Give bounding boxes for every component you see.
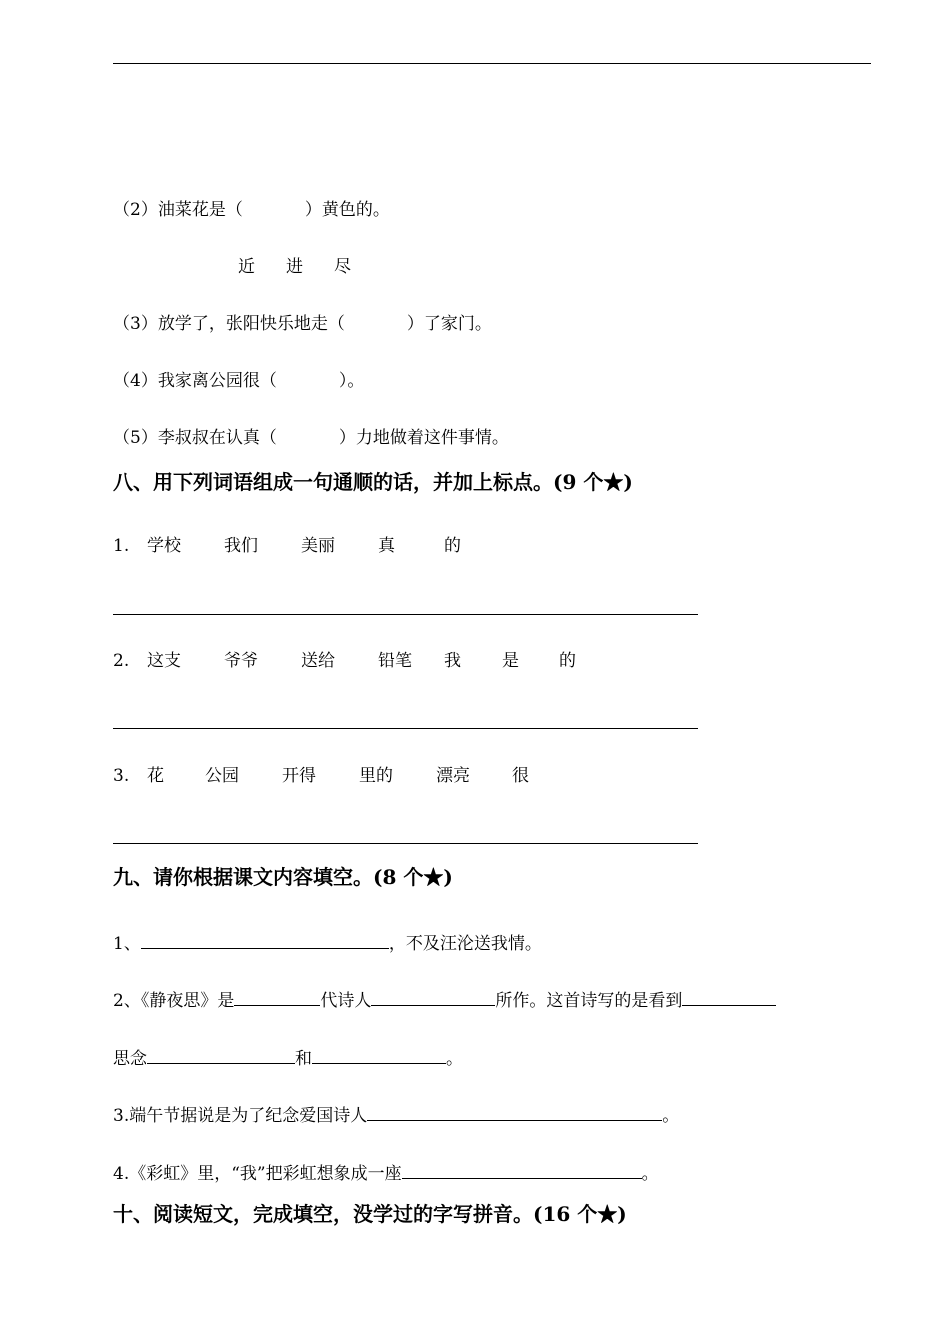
item-2 (113, 199, 390, 221)
item-4-suffix: ）。 (338, 371, 365, 391)
q2-line2-suffix: 。 (446, 1049, 463, 1069)
answer-line[interactable] (113, 614, 698, 615)
fill-blank[interactable] (147, 1045, 295, 1064)
item-5 (113, 427, 509, 449)
question-number: 3. (113, 766, 130, 786)
item-3-suffix: ）了家门。 (406, 314, 492, 334)
section-9-q2-line2 (113, 1045, 463, 1070)
section-10-heading: 十、阅读短文，完成填空，没学过的字写拼音。(16 个★) (113, 1202, 627, 1226)
word: 这支 (147, 651, 181, 671)
word-choice: 尽 (334, 257, 351, 277)
word: 美丽 (301, 536, 335, 556)
question-number: 1. (113, 536, 130, 556)
word: 我 (444, 651, 461, 671)
section-9-heading: 九、请你根据课文内容填空。(8 个★) (113, 865, 453, 889)
word: 的 (444, 536, 461, 556)
word: 公园 (205, 766, 239, 786)
section-9-q4 (113, 1160, 659, 1185)
word: 送给 (301, 651, 335, 671)
word-choice: 进 (286, 257, 303, 277)
q3-suffix: 。 (662, 1106, 680, 1126)
q2-mid: 所作。这首诗写的是看到 (495, 991, 683, 1011)
header-rule (113, 63, 871, 64)
q4-prefix: 4.《彩虹》里，“我”把彩虹想象成一座 (113, 1164, 402, 1184)
q2-line2-prefix: 思念 (113, 1049, 147, 1069)
q2-mid: 代诗人 (320, 991, 372, 1011)
word: 爷爷 (224, 651, 258, 671)
word-choices (238, 256, 351, 278)
fill-blank[interactable] (367, 1102, 662, 1121)
fill-blank[interactable] (402, 1160, 642, 1179)
word: 学校 (147, 536, 181, 556)
q4-suffix: 。 (641, 1164, 659, 1184)
word: 我们 (224, 536, 258, 556)
item-2-prefix: （2）油菜花是（ (113, 200, 243, 220)
section-8-q3 (113, 765, 529, 787)
fill-blank[interactable] (682, 987, 776, 1006)
word: 真 (378, 536, 395, 556)
word: 是 (502, 651, 519, 671)
q3-prefix: 3.端午节据说是为了纪念爱国诗人 (113, 1106, 368, 1126)
section-9-q2 (113, 987, 776, 1012)
fill-blank[interactable] (371, 987, 495, 1006)
fill-blank[interactable] (312, 1045, 446, 1064)
section-8-q1 (113, 535, 461, 557)
word: 的 (559, 651, 576, 671)
item-5-prefix: （5）李叔叔在认真（ (113, 428, 277, 448)
item-3 (113, 313, 492, 335)
fill-blank[interactable] (234, 987, 320, 1006)
item-5-suffix: ）力地做着这件事情。 (338, 428, 509, 448)
fill-blank[interactable] (141, 930, 389, 949)
section-8-heading: 八、用下列词语组成一句通顺的话，并加上标点。(9 个★) (113, 470, 633, 494)
word: 漂亮 (436, 766, 470, 786)
word: 花 (147, 766, 164, 786)
section-9-q3 (113, 1102, 679, 1127)
q2-prefix: 2、《静夜思》是 (113, 991, 235, 1011)
q1-suffix: ，不及汪沦送我情。 (388, 934, 542, 954)
answer-line[interactable] (113, 728, 698, 729)
item-4 (113, 370, 364, 392)
word-choice: 近 (238, 257, 255, 277)
word: 铅笔 (378, 651, 412, 671)
item-4-prefix: （4）我家离公园很（ (113, 371, 277, 391)
q2-line2-mid: 和 (295, 1049, 312, 1069)
word: 里的 (359, 766, 393, 786)
word: 很 (512, 766, 529, 786)
question-number: 2. (113, 651, 130, 671)
word: 开得 (282, 766, 316, 786)
answer-line[interactable] (113, 843, 698, 844)
section-9-q1 (113, 930, 542, 955)
item-2-suffix: ）黄色的。 (304, 200, 390, 220)
q1-prefix: 1、 (113, 934, 141, 954)
section-8-q2 (113, 650, 576, 672)
item-3-prefix: （3）放学了，张阳快乐地走（ (113, 314, 345, 334)
